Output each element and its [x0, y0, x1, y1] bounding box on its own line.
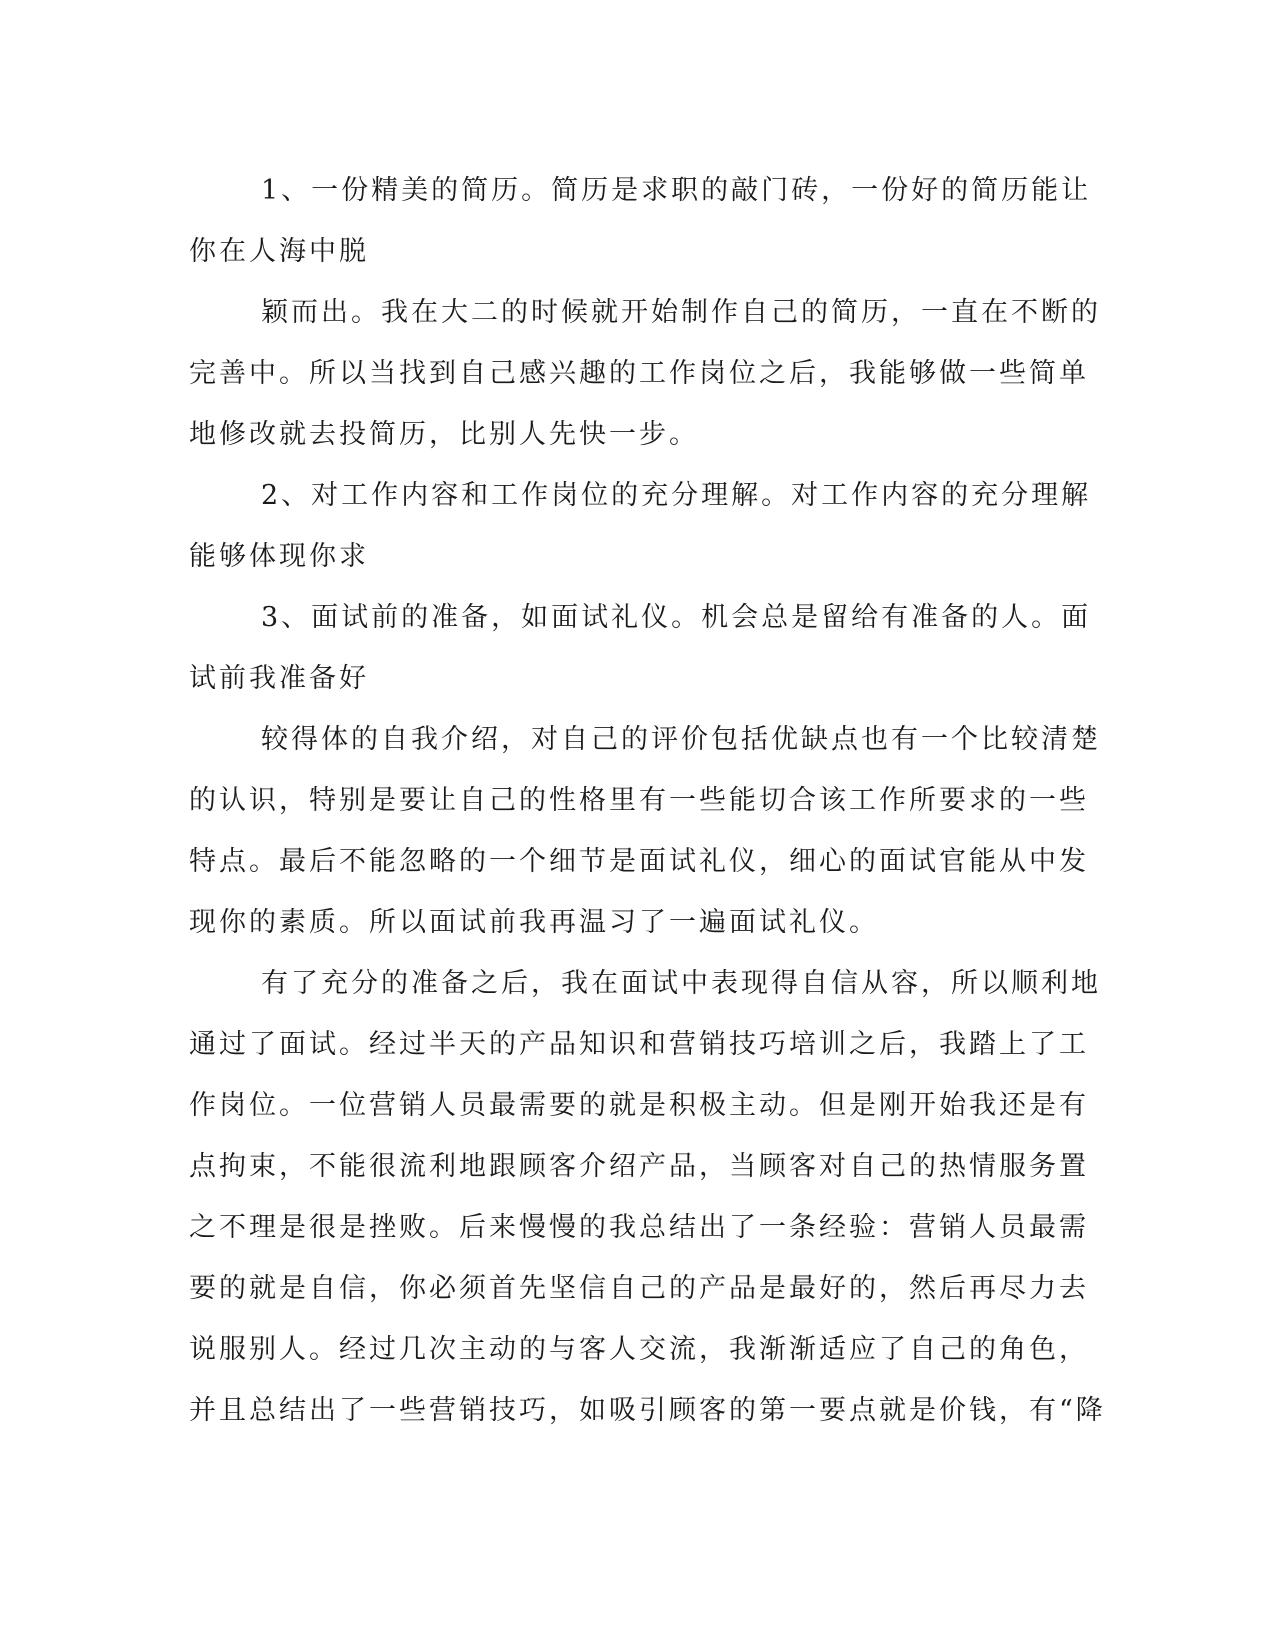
text-line: 并且总结出了一些营销技巧，如吸引顾客的第一要点就是价钱，有“降 — [189, 1395, 1106, 1426]
text-line: 现你的素质。所以面试前我再温习了一遍面试礼仪。 — [189, 907, 879, 938]
text-line: 地修改就去投简历，比别人先快一步。 — [189, 419, 699, 450]
text-line: 2、对工作内容和工作岗位的充分理解。对工作内容的充分理解 — [261, 480, 1092, 511]
text-line: 完善中。所以当找到自己感兴趣的工作岗位之后，我能够做一些简单 — [189, 358, 1089, 389]
text-line: 点拘束，不能很流利地跟顾客介绍产品，当顾客对自己的热情服务置 — [189, 1151, 1089, 1182]
text-line: 通过了面试。经过半天的产品知识和营销技巧培训之后，我踏上了工 — [189, 1029, 1089, 1060]
document-body — [189, 160, 1106, 1441]
text-line: 之不理是很是挫败。后来慢慢的我总结出了一条经验：营销人员最需 — [189, 1212, 1089, 1243]
text-line: 颖而出。我在大二的时候就开始制作自己的简历，一直在不断的 — [261, 297, 1101, 328]
text-line: 较得体的自我介绍，对自己的评价包括优缺点也有一个比较清楚 — [261, 724, 1101, 755]
text-line: 3、面试前的准备，如面试礼仪。机会总是留给有准备的人。面 — [261, 602, 1092, 633]
text-line: 你在人海中脱 — [189, 236, 369, 267]
text-line: 说服别人。经过几次主动的与客人交流，我渐渐适应了自己的角色， — [189, 1334, 1089, 1365]
text-line: 有了充分的准备之后，我在面试中表现得自信从容，所以顺利地 — [261, 968, 1101, 999]
text-line: 1、一份精美的简历。简历是求职的敲门砖，一份好的简历能让 — [261, 175, 1092, 206]
text-line: 要的就是自信，你必须首先坚信自己的产品是最好的，然后再尽力去 — [189, 1273, 1089, 1304]
text-line: 特点。最后不能忽略的一个细节是面试礼仪，细心的面试官能从中发 — [189, 846, 1089, 877]
text-line: 能够体现你求 — [189, 541, 369, 572]
text-line: 试前我准备好 — [189, 663, 369, 694]
text-line: 作岗位。一位营销人员最需要的就是积极主动。但是刚开始我还是有 — [189, 1090, 1089, 1121]
text-line: 的认识，特别是要让自己的性格里有一些能切合该工作所要求的一些 — [189, 785, 1089, 816]
